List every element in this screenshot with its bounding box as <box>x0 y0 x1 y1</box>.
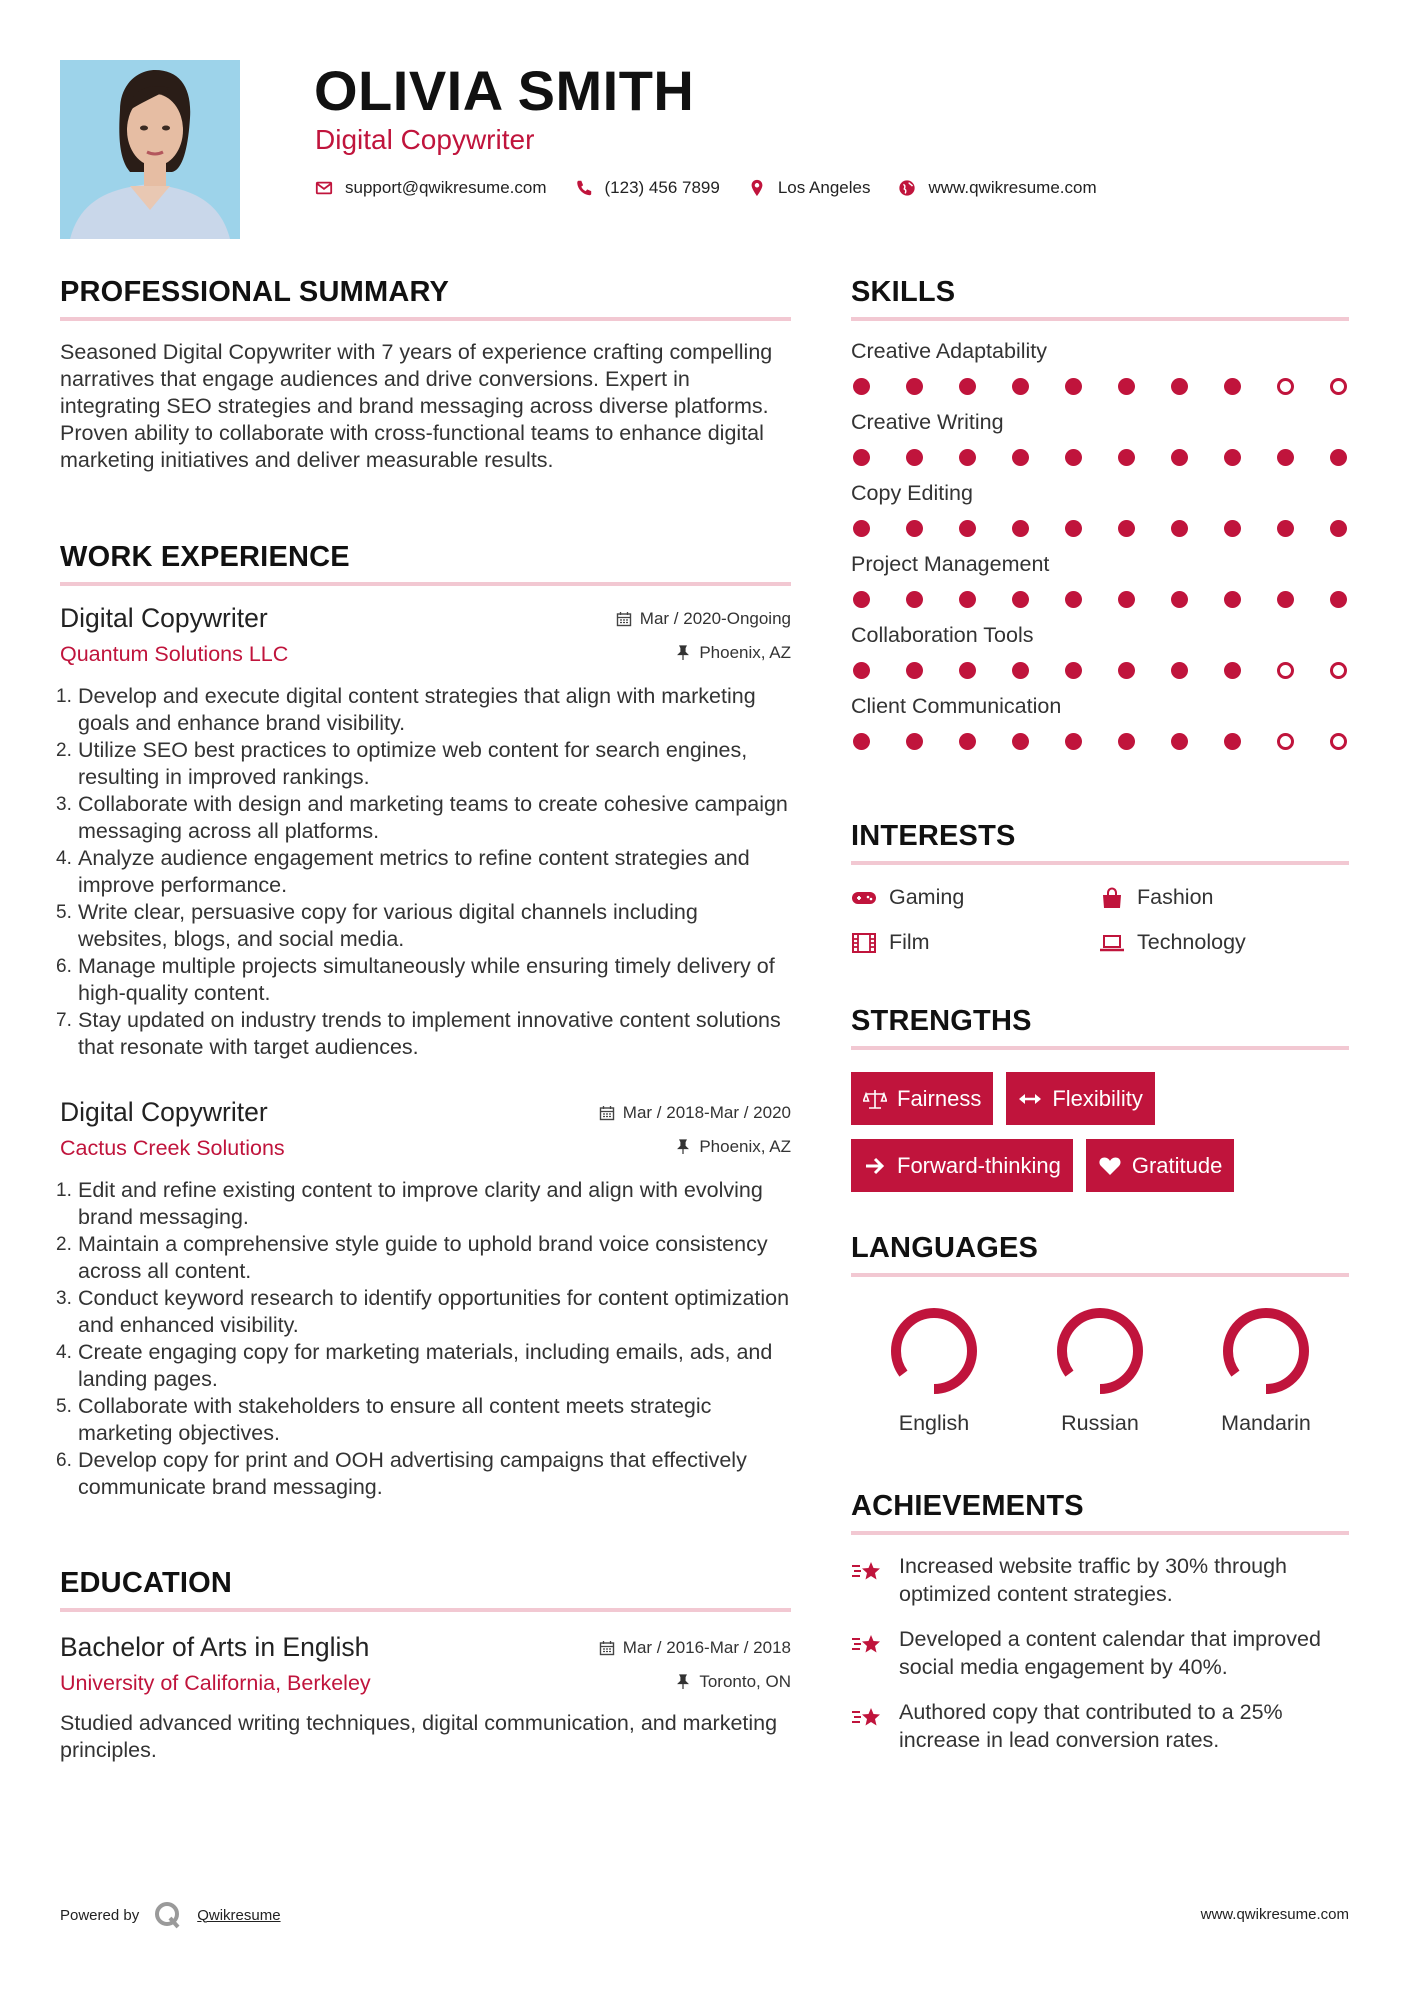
email-text: support@qwikresume.com <box>345 178 547 197</box>
job-date <box>616 609 791 629</box>
phone-text: (123) 456 7899 <box>604 178 720 197</box>
degree-title: Bachelor of Arts in English <box>60 1632 370 1662</box>
skills-section <box>851 276 1349 750</box>
film-icon <box>851 932 877 954</box>
education-location <box>675 1672 791 1692</box>
language-gauge <box>884 1301 984 1401</box>
skill-rating <box>851 591 1349 608</box>
rating-dot-filled <box>853 378 870 395</box>
rating-dot-filled <box>1171 662 1188 679</box>
job-date-text: Mar / 2020-Ongoing <box>639 609 791 628</box>
job-bullets <box>56 1177 791 1501</box>
list-item: 6. Manage multiple projects simultaneously while ensuring timely delivery of high-quality content. <box>56 954 775 1005</box>
language-item <box>1183 1301 1349 1436</box>
contact-location <box>748 178 871 198</box>
language-gauge-arc <box>1228 1313 1304 1389</box>
shooting-star-icon <box>851 1630 883 1658</box>
section-divider <box>60 317 791 321</box>
rating-dot-empty <box>1330 378 1347 395</box>
skill-name: Creative Writing <box>851 410 1004 434</box>
profile-photo <box>60 60 240 239</box>
achievements-heading: ACHIEVEMENTS <box>851 1490 1084 1522</box>
envelope-icon <box>315 179 333 197</box>
rating-dot-filled <box>1012 520 1029 537</box>
skill-item <box>851 339 1349 395</box>
school-name: University of California, Berkeley <box>60 1671 371 1695</box>
skills-heading: SKILLS <box>851 276 956 308</box>
section-divider <box>851 861 1349 865</box>
education-date <box>599 1638 791 1658</box>
rating-dot-filled <box>1224 662 1241 679</box>
rating-dot-filled <box>1277 591 1294 608</box>
job-location-text: Phoenix, AZ <box>699 1137 791 1156</box>
achievement-item: Increased website traffic by 30% through optimized content strategies. <box>851 1553 1349 1608</box>
rating-dot-filled <box>853 733 870 750</box>
arrow-right-icon <box>863 1155 887 1177</box>
footer-url[interactable]: www.qwikresume.com <box>1200 1906 1349 1923</box>
rating-dot-filled <box>1012 449 1029 466</box>
qwikresume-logo-icon <box>153 1900 183 1930</box>
job-bullets <box>56 683 791 1061</box>
skill-item <box>851 623 1349 679</box>
achievements-section <box>851 1490 1349 1754</box>
rating-dot-filled <box>1224 520 1241 537</box>
balance-scale-icon <box>863 1088 887 1110</box>
rating-dot-filled <box>906 733 923 750</box>
interests-section <box>851 820 1349 955</box>
rating-dot-filled <box>1224 449 1241 466</box>
strengths-section <box>851 1005 1349 1192</box>
calendar-icon <box>599 1640 615 1656</box>
skills-list <box>851 339 1349 750</box>
rating-dot-filled <box>853 449 870 466</box>
gamepad-icon <box>851 887 877 909</box>
section-divider <box>851 1531 1349 1535</box>
skill-item <box>851 481 1349 537</box>
section-divider <box>851 1046 1349 1050</box>
pushpin-icon <box>675 1139 691 1155</box>
language-name: English <box>898 1411 970 1435</box>
rating-dot-filled <box>1171 449 1188 466</box>
summary-text: Seasoned Digital Copywriter with 7 years of experience crafting compelling narratives that engage audiences and drive conversions. Expert in integrating SEO strategies and brand messaging across diverse platforms. Proven ability to collaborate with cross-functional teams to enhance digital marketing initiatives and deliver measurable results. <box>60 340 773 472</box>
rating-dot-filled <box>1330 520 1347 537</box>
language-gauge-arc <box>1062 1313 1138 1389</box>
rating-dot-filled <box>906 378 923 395</box>
skill-rating <box>851 378 1349 395</box>
list-item: 1. Edit and refine existing content to improve clarity and align with evolving brand messaging. <box>56 1178 763 1229</box>
rating-dot-empty <box>1277 378 1294 395</box>
rating-dot-filled <box>1118 591 1135 608</box>
skill-item <box>851 552 1349 608</box>
interest-item: Film <box>851 930 1099 955</box>
rating-dot-filled <box>1171 733 1188 750</box>
section-divider <box>851 1273 1349 1277</box>
list-item: 3. Conduct keyword research to identify opportunities for content optimization and enhanced visibility. <box>56 1286 790 1337</box>
summary-section <box>60 276 791 474</box>
list-item: 2. Maintain a comprehensive style guide to uphold brand voice consistency across all content. <box>56 1232 768 1283</box>
skill-name: Client Communication <box>851 694 1062 718</box>
job-entry <box>56 1097 791 1501</box>
skill-name: Creative Adaptability <box>851 339 1047 363</box>
list-item: 5. Collaborate with stakeholders to ensure all content meets strategic marketing objectives. <box>56 1394 712 1445</box>
candidate-name: OLIVIA SMITH <box>314 59 695 122</box>
achievement-item: Authored copy that contributed to a 25% increase in lead conversion rates. <box>851 1699 1349 1754</box>
skill-item <box>851 410 1349 466</box>
language-item <box>851 1301 1017 1436</box>
education-description: Studied advanced writing techniques, digital communication, and marketing principles. <box>60 1711 778 1762</box>
rating-dot-filled <box>906 591 923 608</box>
shooting-star-icon <box>851 1557 883 1585</box>
interest-item: Fashion <box>1099 885 1347 910</box>
candidate-title: Digital Copywriter <box>315 124 535 155</box>
rating-dot-filled <box>1065 520 1082 537</box>
job-location <box>675 643 791 663</box>
education-heading: EDUCATION <box>60 1567 233 1599</box>
rating-dot-filled <box>1171 378 1188 395</box>
rating-dot-empty <box>1277 662 1294 679</box>
calendar-icon <box>599 1105 615 1121</box>
languages-heading: LANGUAGES <box>851 1232 1039 1264</box>
skill-name: Copy Editing <box>851 481 973 505</box>
job-title: Digital Copywriter <box>60 603 268 633</box>
language-gauge <box>1050 1301 1150 1401</box>
rating-dot-filled <box>853 591 870 608</box>
skill-rating <box>851 449 1349 466</box>
shopping-bag-icon <box>1099 887 1125 909</box>
list-item: 2. Utilize SEO best practices to optimize web content for search engines, resulting in improved rankings. <box>56 738 748 789</box>
contact-email[interactable] <box>315 178 547 198</box>
rating-dot-filled <box>1012 591 1029 608</box>
achievement-item: Developed a content calendar that improved social media engagement by 40%. <box>851 1626 1349 1681</box>
skill-rating <box>851 520 1349 537</box>
strength-badge: Gratitude <box>1086 1139 1235 1192</box>
powered-by-label: Powered by <box>60 1906 140 1924</box>
map-pin-icon <box>748 179 766 197</box>
location-text: Los Angeles <box>777 178 871 197</box>
job-date <box>599 1103 791 1123</box>
rating-dot-filled <box>853 520 870 537</box>
rating-dot-filled <box>1171 520 1188 537</box>
summary-heading: PROFESSIONAL SUMMARY <box>60 276 450 308</box>
rating-dot-filled <box>959 591 976 608</box>
shooting-star-icon <box>851 1703 883 1731</box>
education-location-text: Toronto, ON <box>699 1672 791 1691</box>
heart-icon <box>1098 1155 1122 1177</box>
rating-dot-filled <box>906 662 923 679</box>
rating-dot-empty <box>1277 733 1294 750</box>
pushpin-icon <box>675 645 691 661</box>
skill-name: Collaboration Tools <box>851 623 1034 647</box>
job-location-text: Phoenix, AZ <box>699 643 791 662</box>
rating-dot-filled <box>1065 449 1082 466</box>
contact-website[interactable] <box>898 178 1096 198</box>
languages-section <box>851 1232 1349 1436</box>
job-company: Quantum Solutions LLC <box>60 642 289 666</box>
rating-dot-filled <box>906 449 923 466</box>
rating-dot-filled <box>853 662 870 679</box>
rating-dot-filled <box>959 733 976 750</box>
rating-dot-filled <box>1330 449 1347 466</box>
rating-dot-filled <box>1012 733 1029 750</box>
section-divider <box>60 582 791 586</box>
job-company: Cactus Creek Solutions <box>60 1136 285 1160</box>
rating-dot-filled <box>1118 378 1135 395</box>
strength-badge: Flexibility <box>1006 1072 1154 1125</box>
rating-dot-filled <box>1065 733 1082 750</box>
strength-badge: Forward-thinking <box>851 1139 1073 1192</box>
strength-badge: Fairness <box>851 1072 993 1125</box>
job-location <box>675 1137 791 1157</box>
rating-dot-filled <box>959 449 976 466</box>
contact-phone[interactable] <box>575 178 720 198</box>
list-item: 3. Collaborate with design and marketing teams to create cohesive campaign messaging across all platforms. <box>56 792 788 843</box>
interests-heading: INTERESTS <box>851 820 1016 852</box>
interest-item: Gaming <box>851 885 1099 910</box>
education-date-text: Mar / 2016-Mar / 2018 <box>622 1638 791 1657</box>
list-item: 7. Stay updated on industry trends to implement innovative content solutions that resonate with target audiences. <box>56 1008 781 1059</box>
website-text: www.qwikresume.com <box>928 178 1097 197</box>
rating-dot-filled <box>1171 591 1188 608</box>
rating-dot-filled <box>1224 378 1241 395</box>
laptop-icon <box>1099 932 1125 954</box>
rating-dot-filled <box>1118 520 1135 537</box>
rating-dot-filled <box>1277 449 1294 466</box>
rating-dot-filled <box>1224 733 1241 750</box>
list-item: 1. Develop and execute digital content strategies that align with marketing goals and enhance brand visibility. <box>56 684 756 735</box>
job-date-text: Mar / 2018-Mar / 2020 <box>622 1103 791 1122</box>
skill-name: Project Management <box>851 552 1050 576</box>
phone-icon <box>575 179 593 197</box>
section-divider <box>851 317 1349 321</box>
arrows-horizontal-icon <box>1018 1088 1042 1110</box>
calendar-icon <box>616 611 632 627</box>
section-divider <box>60 1608 791 1612</box>
experience-section <box>60 541 791 586</box>
list-item: 4. Create engaging copy for marketing materials, including emails, ads, and landing pages. <box>56 1340 773 1391</box>
job-title: Digital Copywriter <box>60 1097 268 1127</box>
rating-dot-filled <box>1118 662 1135 679</box>
rating-dot-filled <box>1118 733 1135 750</box>
rating-dot-filled <box>906 520 923 537</box>
rating-dot-filled <box>959 662 976 679</box>
rating-dot-filled <box>1330 591 1347 608</box>
list-item: 5. Write clear, persuasive copy for various digital channels including websites, blogs, and social media. <box>56 900 698 951</box>
list-item: 4. Analyze audience engagement metrics to refine content strategies and improve performance. <box>56 846 750 897</box>
language-name: Russian <box>1061 1411 1139 1435</box>
rating-dot-filled <box>1012 662 1029 679</box>
list-item: 6. Develop copy for print and OOH advertising campaigns that effectively communicate brand messaging. <box>56 1448 747 1499</box>
language-name: Mandarin <box>1221 1411 1311 1435</box>
education-section <box>60 1567 791 1764</box>
language-gauge-arc <box>896 1313 972 1389</box>
rating-dot-empty <box>1330 662 1347 679</box>
language-item <box>1017 1301 1183 1436</box>
rating-dot-filled <box>1012 378 1029 395</box>
pushpin-icon <box>675 1674 691 1690</box>
strengths-heading: STRENGTHS <box>851 1005 1032 1037</box>
rating-dot-filled <box>1118 449 1135 466</box>
skill-rating <box>851 662 1349 679</box>
brand-link[interactable]: Qwikresume <box>197 1906 281 1924</box>
skill-item <box>851 694 1349 750</box>
rating-dot-filled <box>1065 591 1082 608</box>
rating-dot-filled <box>1065 378 1082 395</box>
rating-dot-filled <box>959 378 976 395</box>
rating-dot-filled <box>1065 662 1082 679</box>
globe-icon <box>898 179 916 197</box>
rating-dot-filled <box>959 520 976 537</box>
rating-dot-filled <box>1277 520 1294 537</box>
rating-dot-empty <box>1330 733 1347 750</box>
footer-powered-by <box>60 1900 281 1930</box>
interest-item: Technology <box>1099 930 1347 955</box>
rating-dot-filled <box>1224 591 1241 608</box>
contact-row <box>315 178 1111 198</box>
skill-rating <box>851 733 1349 750</box>
language-gauge <box>1216 1301 1316 1401</box>
job-entry <box>56 603 791 1061</box>
experience-heading: WORK EXPERIENCE <box>60 541 350 573</box>
languages-list <box>851 1301 1349 1436</box>
